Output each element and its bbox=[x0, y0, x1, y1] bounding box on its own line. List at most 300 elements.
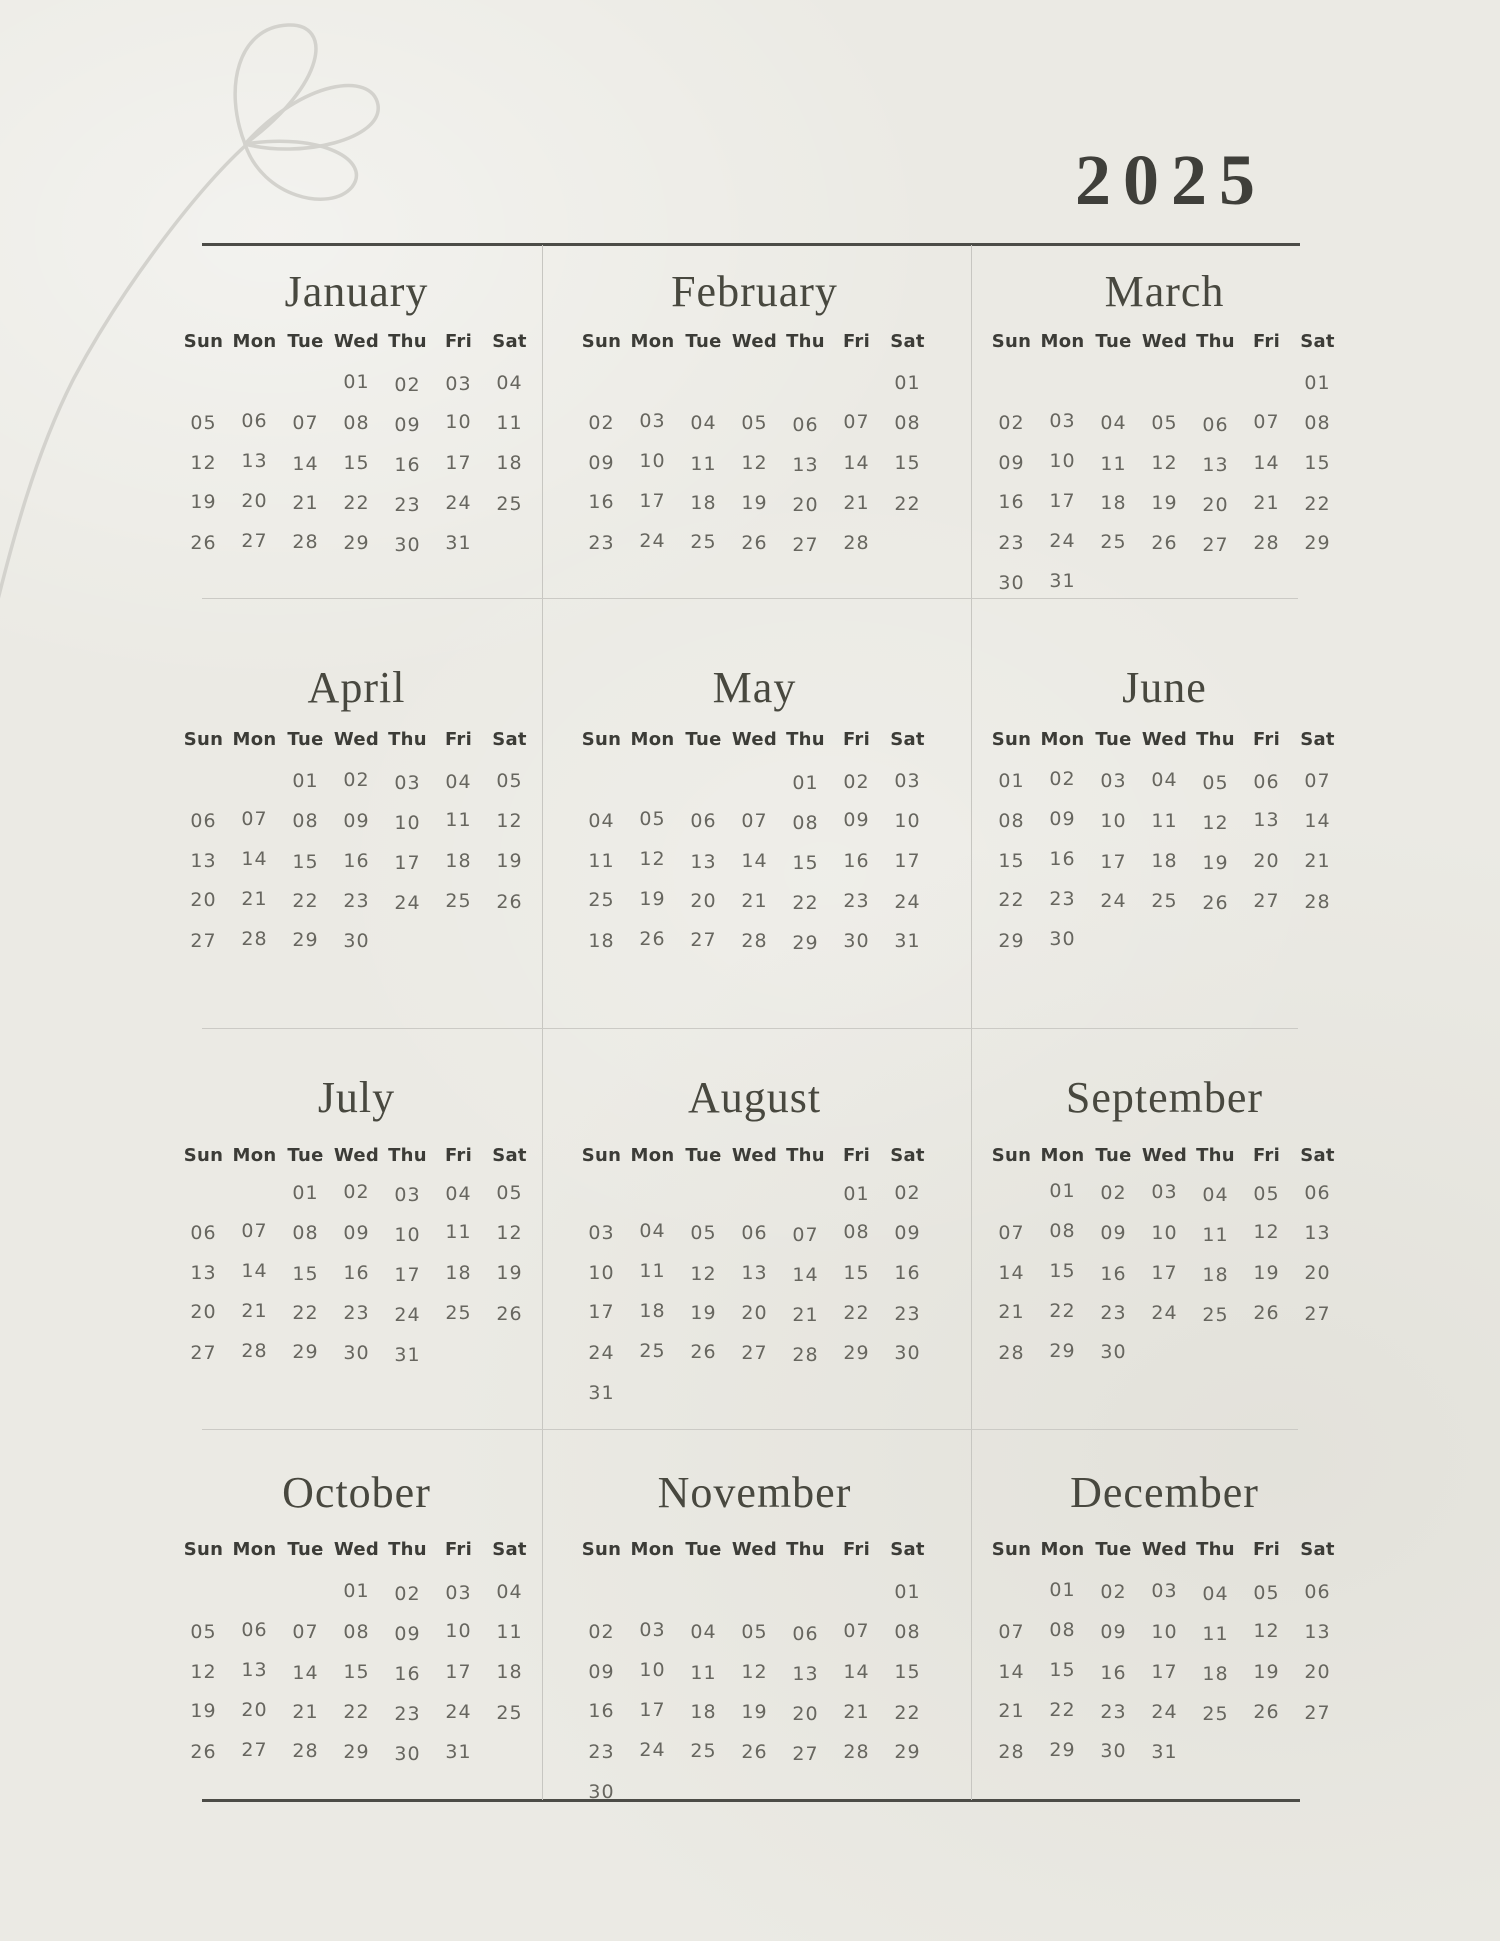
date-cell: 05 bbox=[1202, 772, 1229, 794]
date-cell: 31 bbox=[1151, 1741, 1178, 1763]
date-cell: 11 bbox=[445, 1221, 472, 1243]
date-cell: 03 bbox=[588, 1222, 615, 1244]
day-header: Thu bbox=[388, 729, 427, 750]
date-grid bbox=[178, 363, 535, 563]
date-cell: 16 bbox=[394, 454, 421, 476]
date-cell: 05 bbox=[1151, 412, 1178, 434]
day-header: Sat bbox=[492, 729, 527, 750]
date-cell: 07 bbox=[843, 1620, 870, 1642]
date-cell: 06 bbox=[241, 1619, 268, 1641]
month-title: September bbox=[1065, 1073, 1264, 1122]
date-cell: 22 bbox=[998, 889, 1025, 911]
date-cell: 05 bbox=[190, 412, 217, 434]
date-cell: 18 bbox=[690, 1701, 717, 1723]
date-cell: 10 bbox=[445, 1620, 472, 1642]
weekday-header-row bbox=[576, 1538, 933, 1562]
date-cell: 03 bbox=[394, 772, 421, 794]
date-cell: 14 bbox=[241, 848, 268, 870]
date-cell: 10 bbox=[1100, 810, 1127, 832]
date-cell: 04 bbox=[588, 810, 615, 832]
date-cell: 14 bbox=[1304, 810, 1331, 832]
date-cell: 25 bbox=[1202, 1304, 1229, 1326]
date-cell: 06 bbox=[1304, 1182, 1331, 1204]
date-cell: 20 bbox=[741, 1302, 768, 1324]
date-cell: 19 bbox=[496, 1262, 523, 1284]
date-cell: 31 bbox=[394, 1344, 421, 1366]
date-cell: 23 bbox=[894, 1303, 921, 1325]
date-cell: 22 bbox=[843, 1302, 870, 1324]
date-cell: 17 bbox=[394, 852, 421, 874]
day-header: Sat bbox=[1300, 729, 1335, 750]
day-header: Sun bbox=[581, 729, 622, 750]
day-header: Wed bbox=[1141, 729, 1188, 750]
empty-cell bbox=[576, 363, 627, 403]
date-cell: 02 bbox=[588, 1621, 615, 1643]
date-cell: 10 bbox=[639, 1659, 666, 1681]
date-cell: 08 bbox=[343, 1621, 370, 1643]
date-cell: 31 bbox=[1049, 570, 1076, 592]
date-cell: 08 bbox=[843, 1221, 870, 1243]
day-header: Thu bbox=[1196, 1145, 1235, 1166]
date-cell: 30 bbox=[1100, 1341, 1127, 1363]
month-title: May bbox=[712, 663, 797, 712]
day-header: Tue bbox=[287, 1145, 324, 1166]
empty-cell bbox=[1139, 564, 1190, 604]
weekday-header-row bbox=[986, 1144, 1343, 1168]
date-cell: 07 bbox=[792, 1224, 819, 1246]
date-cell: 20 bbox=[792, 1703, 819, 1725]
date-cell: 07 bbox=[241, 1220, 268, 1242]
date-cell: 13 bbox=[241, 1659, 268, 1681]
empty-cell bbox=[780, 1771, 831, 1811]
date-cell: 15 bbox=[894, 1661, 921, 1683]
date-cell: 23 bbox=[1049, 888, 1076, 910]
date-cell: 18 bbox=[445, 1262, 472, 1284]
date-cell: 17 bbox=[639, 1699, 666, 1721]
day-header: Sun bbox=[991, 729, 1032, 750]
month-title: August bbox=[687, 1073, 822, 1122]
date-cell: 30 bbox=[1100, 1740, 1127, 1762]
date-cell: 18 bbox=[445, 850, 472, 872]
date-cell: 25 bbox=[1202, 1703, 1229, 1725]
date-cell: 27 bbox=[741, 1342, 768, 1364]
date-cell: 17 bbox=[894, 850, 921, 872]
date-cell: 08 bbox=[894, 412, 921, 434]
day-header: Sat bbox=[492, 331, 527, 352]
date-cell: 04 bbox=[445, 771, 472, 793]
date-cell: 29 bbox=[1049, 1739, 1076, 1761]
year-title: 2025 bbox=[1075, 140, 1267, 220]
date-cell: 18 bbox=[1100, 492, 1127, 514]
day-header: Tue bbox=[287, 1539, 324, 1560]
date-cell: 02 bbox=[1100, 1182, 1127, 1204]
date-cell: 23 bbox=[843, 890, 870, 912]
empty-cell bbox=[484, 523, 535, 563]
date-cell: 07 bbox=[843, 411, 870, 433]
empty-cell bbox=[986, 363, 1037, 403]
date-cell: 20 bbox=[190, 1301, 217, 1323]
row-divider-3 bbox=[202, 1429, 1298, 1430]
weekday-header-row bbox=[178, 1538, 535, 1562]
day-header: Sun bbox=[183, 331, 224, 352]
date-cell: 28 bbox=[792, 1344, 819, 1366]
date-cell: 12 bbox=[190, 1661, 217, 1683]
date-cell: 04 bbox=[1100, 412, 1127, 434]
date-cell: 24 bbox=[1151, 1302, 1178, 1324]
empty-cell bbox=[882, 1373, 933, 1413]
date-cell: 10 bbox=[394, 812, 421, 834]
date-cell: 30 bbox=[588, 1781, 615, 1803]
date-cell: 18 bbox=[1202, 1264, 1229, 1286]
date-cell: 21 bbox=[998, 1700, 1025, 1722]
empty-cell bbox=[1190, 1734, 1241, 1774]
date-cell: 19 bbox=[496, 850, 523, 872]
date-cell: 20 bbox=[190, 889, 217, 911]
date-cell: 22 bbox=[292, 890, 319, 912]
day-header: Tue bbox=[1095, 1145, 1132, 1166]
date-cell: 24 bbox=[588, 1342, 615, 1364]
date-cell: 19 bbox=[1202, 852, 1229, 874]
date-cell: 08 bbox=[1304, 412, 1331, 434]
date-cell: 19 bbox=[190, 491, 217, 513]
date-cell: 08 bbox=[998, 810, 1025, 832]
empty-cell bbox=[729, 1773, 780, 1813]
date-cell: 12 bbox=[496, 1222, 523, 1244]
date-cell: 26 bbox=[496, 891, 523, 913]
date-cell: 28 bbox=[998, 1741, 1025, 1763]
date-cell: 13 bbox=[190, 1262, 217, 1284]
date-cell: 03 bbox=[1100, 770, 1127, 792]
date-cell: 06 bbox=[792, 414, 819, 436]
date-cell: 05 bbox=[496, 770, 523, 792]
date-cell: 21 bbox=[1253, 492, 1280, 514]
empty-cell bbox=[882, 523, 933, 563]
date-cell: 04 bbox=[1151, 769, 1178, 791]
date-cell: 03 bbox=[445, 1582, 472, 1604]
date-cell: 03 bbox=[1151, 1580, 1178, 1602]
date-cell: 05 bbox=[1253, 1582, 1280, 1604]
date-cell: 11 bbox=[1151, 810, 1178, 832]
empty-cell bbox=[831, 1573, 882, 1613]
date-cell: 19 bbox=[639, 888, 666, 910]
empty-cell bbox=[1190, 923, 1241, 963]
month-title: July bbox=[317, 1073, 396, 1122]
date-cell: 25 bbox=[496, 493, 523, 515]
date-cell: 22 bbox=[1049, 1699, 1076, 1721]
empty-cell bbox=[576, 761, 627, 801]
day-header: Tue bbox=[685, 1145, 722, 1166]
date-cell: 24 bbox=[445, 492, 472, 514]
date-cell: 08 bbox=[1049, 1619, 1076, 1641]
date-cell: 11 bbox=[1202, 1623, 1229, 1645]
empty-cell bbox=[986, 1173, 1037, 1213]
date-cell: 26 bbox=[639, 928, 666, 950]
date-cell: 16 bbox=[1049, 848, 1076, 870]
date-cell: 04 bbox=[496, 1581, 523, 1603]
date-cell: 23 bbox=[343, 1302, 370, 1324]
date-cell: 13 bbox=[792, 1663, 819, 1685]
empty-cell bbox=[229, 1171, 280, 1211]
date-cell: 10 bbox=[1151, 1222, 1178, 1244]
date-cell: 09 bbox=[998, 452, 1025, 474]
date-cell: 03 bbox=[1151, 1181, 1178, 1203]
date-cell: 17 bbox=[1151, 1262, 1178, 1284]
date-cell: 13 bbox=[1253, 809, 1280, 831]
date-cell: 02 bbox=[343, 1181, 370, 1203]
date-cell: 26 bbox=[190, 1741, 217, 1763]
date-cell: 31 bbox=[894, 930, 921, 952]
empty-cell bbox=[433, 1333, 484, 1373]
date-cell: 15 bbox=[843, 1262, 870, 1284]
date-cell: 19 bbox=[1253, 1262, 1280, 1284]
empty-cell bbox=[780, 1574, 831, 1614]
date-cell: 09 bbox=[343, 810, 370, 832]
date-cell: 19 bbox=[1151, 492, 1178, 514]
date-cell: 10 bbox=[588, 1262, 615, 1284]
weekday-header-row bbox=[576, 330, 933, 354]
empty-cell bbox=[1088, 363, 1139, 403]
date-cell: 24 bbox=[639, 530, 666, 552]
date-cell: 28 bbox=[292, 1740, 319, 1762]
day-header: Wed bbox=[333, 1539, 380, 1560]
date-cell: 23 bbox=[394, 494, 421, 516]
day-header: Fri bbox=[842, 729, 871, 750]
day-header: Fri bbox=[444, 1539, 473, 1560]
date-cell: 06 bbox=[792, 1623, 819, 1645]
empty-cell bbox=[831, 364, 882, 404]
date-cell: 09 bbox=[394, 414, 421, 436]
date-cell: 29 bbox=[843, 1342, 870, 1364]
date-cell: 07 bbox=[241, 808, 268, 830]
empty-cell bbox=[780, 365, 831, 405]
weekday-header-row bbox=[986, 1538, 1343, 1562]
date-cell: 20 bbox=[1304, 1262, 1331, 1284]
date-grid bbox=[576, 761, 933, 961]
empty-cell bbox=[1190, 365, 1241, 405]
date-cell: 16 bbox=[343, 850, 370, 872]
date-cell: 21 bbox=[998, 1301, 1025, 1323]
date-cell: 10 bbox=[1049, 450, 1076, 472]
date-cell: 25 bbox=[588, 889, 615, 911]
date-cell: 28 bbox=[1304, 891, 1331, 913]
day-header: Tue bbox=[685, 1539, 722, 1560]
date-cell: 19 bbox=[741, 1701, 768, 1723]
date-cell: 02 bbox=[998, 412, 1025, 434]
day-header: Sat bbox=[1300, 331, 1335, 352]
date-cell: 21 bbox=[792, 1304, 819, 1326]
date-cell: 29 bbox=[792, 932, 819, 954]
month-title: October bbox=[282, 1468, 431, 1517]
empty-cell bbox=[1241, 1732, 1292, 1772]
date-cell: 06 bbox=[190, 1222, 217, 1244]
date-cell: 03 bbox=[639, 410, 666, 432]
empty-cell bbox=[178, 1173, 229, 1213]
day-header: Tue bbox=[1095, 1539, 1132, 1560]
date-grid bbox=[986, 1173, 1343, 1373]
date-cell: 19 bbox=[741, 492, 768, 514]
empty-cell bbox=[627, 1371, 678, 1411]
empty-cell bbox=[627, 759, 678, 799]
empty-cell bbox=[1241, 563, 1292, 603]
date-cell: 13 bbox=[1202, 454, 1229, 476]
day-header: Thu bbox=[1196, 1539, 1235, 1560]
date-cell: 11 bbox=[1202, 1224, 1229, 1246]
weekday-header-row bbox=[986, 728, 1343, 752]
date-cell: 21 bbox=[292, 1701, 319, 1723]
day-header: Wed bbox=[333, 331, 380, 352]
empty-cell bbox=[729, 1571, 780, 1611]
date-cell: 07 bbox=[998, 1222, 1025, 1244]
date-cell: 09 bbox=[894, 1222, 921, 1244]
date-cell: 06 bbox=[190, 810, 217, 832]
empty-cell bbox=[882, 1772, 933, 1812]
day-header: Fri bbox=[1252, 1539, 1281, 1560]
date-cell: 16 bbox=[1100, 1263, 1127, 1285]
date-cell: 03 bbox=[445, 373, 472, 395]
date-cell: 25 bbox=[445, 890, 472, 912]
empty-cell bbox=[1292, 921, 1343, 961]
date-cell: 12 bbox=[639, 848, 666, 870]
date-cell: 22 bbox=[894, 493, 921, 515]
date-cell: 15 bbox=[998, 850, 1025, 872]
date-cell: 12 bbox=[741, 452, 768, 474]
date-cell: 25 bbox=[690, 531, 717, 553]
date-cell: 30 bbox=[998, 572, 1025, 594]
date-cell: 06 bbox=[1253, 771, 1280, 793]
date-cell: 03 bbox=[394, 1184, 421, 1206]
column-divider-1 bbox=[542, 245, 543, 1800]
day-header: Thu bbox=[388, 1539, 427, 1560]
date-cell: 29 bbox=[1304, 532, 1331, 554]
date-cell: 01 bbox=[998, 770, 1025, 792]
date-cell: 15 bbox=[1049, 1260, 1076, 1282]
date-cell: 13 bbox=[241, 450, 268, 472]
date-cell: 14 bbox=[792, 1264, 819, 1286]
date-cell: 22 bbox=[792, 892, 819, 914]
date-cell: 14 bbox=[843, 452, 870, 474]
date-cell: 02 bbox=[343, 769, 370, 791]
date-cell: 07 bbox=[1304, 770, 1331, 792]
date-cell: 02 bbox=[843, 771, 870, 793]
day-header: Thu bbox=[786, 1539, 825, 1560]
date-cell: 13 bbox=[190, 850, 217, 872]
date-grid bbox=[178, 1572, 535, 1772]
date-cell: 01 bbox=[1049, 1579, 1076, 1601]
weekday-header-row bbox=[178, 330, 535, 354]
date-cell: 23 bbox=[343, 890, 370, 912]
date-cell: 22 bbox=[894, 1702, 921, 1724]
empty-cell bbox=[1139, 362, 1190, 402]
empty-cell bbox=[1241, 364, 1292, 404]
date-cell: 09 bbox=[343, 1222, 370, 1244]
date-cell: 13 bbox=[1304, 1621, 1331, 1643]
day-header: Sun bbox=[991, 1539, 1032, 1560]
date-cell: 27 bbox=[792, 1743, 819, 1765]
day-header: Tue bbox=[287, 331, 324, 352]
date-cell: 02 bbox=[588, 412, 615, 434]
date-cell: 24 bbox=[1151, 1701, 1178, 1723]
empty-cell bbox=[229, 361, 280, 401]
date-grid bbox=[178, 761, 535, 961]
date-cell: 01 bbox=[343, 1580, 370, 1602]
date-cell: 20 bbox=[1253, 850, 1280, 872]
date-cell: 23 bbox=[588, 532, 615, 554]
empty-cell bbox=[627, 1171, 678, 1211]
empty-cell bbox=[1037, 361, 1088, 401]
date-cell: 05 bbox=[741, 1621, 768, 1643]
date-cell: 07 bbox=[1253, 411, 1280, 433]
date-cell: 06 bbox=[690, 810, 717, 832]
date-cell: 06 bbox=[741, 1222, 768, 1244]
date-cell: 13 bbox=[1304, 1222, 1331, 1244]
date-cell: 29 bbox=[292, 1341, 319, 1363]
date-cell: 10 bbox=[394, 1224, 421, 1246]
empty-cell bbox=[178, 761, 229, 801]
date-cell: 15 bbox=[894, 452, 921, 474]
date-cell: 24 bbox=[1049, 530, 1076, 552]
date-grid bbox=[986, 761, 1343, 961]
day-header: Mon bbox=[232, 1145, 277, 1166]
date-cell: 26 bbox=[190, 532, 217, 554]
empty-cell bbox=[678, 1572, 729, 1612]
date-cell: 12 bbox=[1151, 452, 1178, 474]
date-cell: 20 bbox=[1304, 1661, 1331, 1683]
month-title: December bbox=[1070, 1468, 1259, 1517]
date-cell: 30 bbox=[343, 1342, 370, 1364]
empty-cell bbox=[576, 1173, 627, 1213]
empty-cell bbox=[1088, 563, 1139, 603]
date-cell: 21 bbox=[241, 888, 268, 910]
date-cell: 20 bbox=[1202, 494, 1229, 516]
day-header: Tue bbox=[287, 729, 324, 750]
date-cell: 05 bbox=[690, 1222, 717, 1244]
date-cell: 26 bbox=[496, 1303, 523, 1325]
date-cell: 07 bbox=[292, 1621, 319, 1643]
date-cell: 01 bbox=[894, 372, 921, 394]
date-cell: 17 bbox=[394, 1264, 421, 1286]
empty-cell bbox=[484, 921, 535, 961]
date-cell: 12 bbox=[1253, 1221, 1280, 1243]
date-cell: 03 bbox=[1049, 410, 1076, 432]
date-cell: 14 bbox=[292, 453, 319, 475]
empty-cell bbox=[1241, 1333, 1292, 1373]
date-cell: 11 bbox=[639, 1260, 666, 1282]
month-title: April bbox=[307, 663, 406, 712]
date-cell: 08 bbox=[792, 812, 819, 834]
date-grid bbox=[576, 1572, 933, 1812]
date-grid bbox=[986, 363, 1343, 603]
date-cell: 22 bbox=[343, 1701, 370, 1723]
date-cell: 08 bbox=[292, 810, 319, 832]
date-cell: 27 bbox=[1253, 890, 1280, 912]
date-cell: 11 bbox=[496, 412, 523, 434]
empty-cell bbox=[576, 1572, 627, 1612]
empty-cell bbox=[627, 1570, 678, 1610]
day-header: Fri bbox=[842, 331, 871, 352]
date-cell: 29 bbox=[1049, 1340, 1076, 1362]
date-cell: 06 bbox=[1304, 1581, 1331, 1603]
date-cell: 04 bbox=[1202, 1583, 1229, 1605]
date-cell: 16 bbox=[998, 491, 1025, 513]
date-cell: 01 bbox=[343, 371, 370, 393]
day-header: Thu bbox=[1196, 331, 1235, 352]
day-header: Sun bbox=[183, 1145, 224, 1166]
date-cell: 23 bbox=[998, 532, 1025, 554]
date-cell: 04 bbox=[496, 372, 523, 394]
date-cell: 14 bbox=[998, 1661, 1025, 1683]
date-cell: 01 bbox=[1304, 372, 1331, 394]
date-cell: 19 bbox=[690, 1302, 717, 1324]
